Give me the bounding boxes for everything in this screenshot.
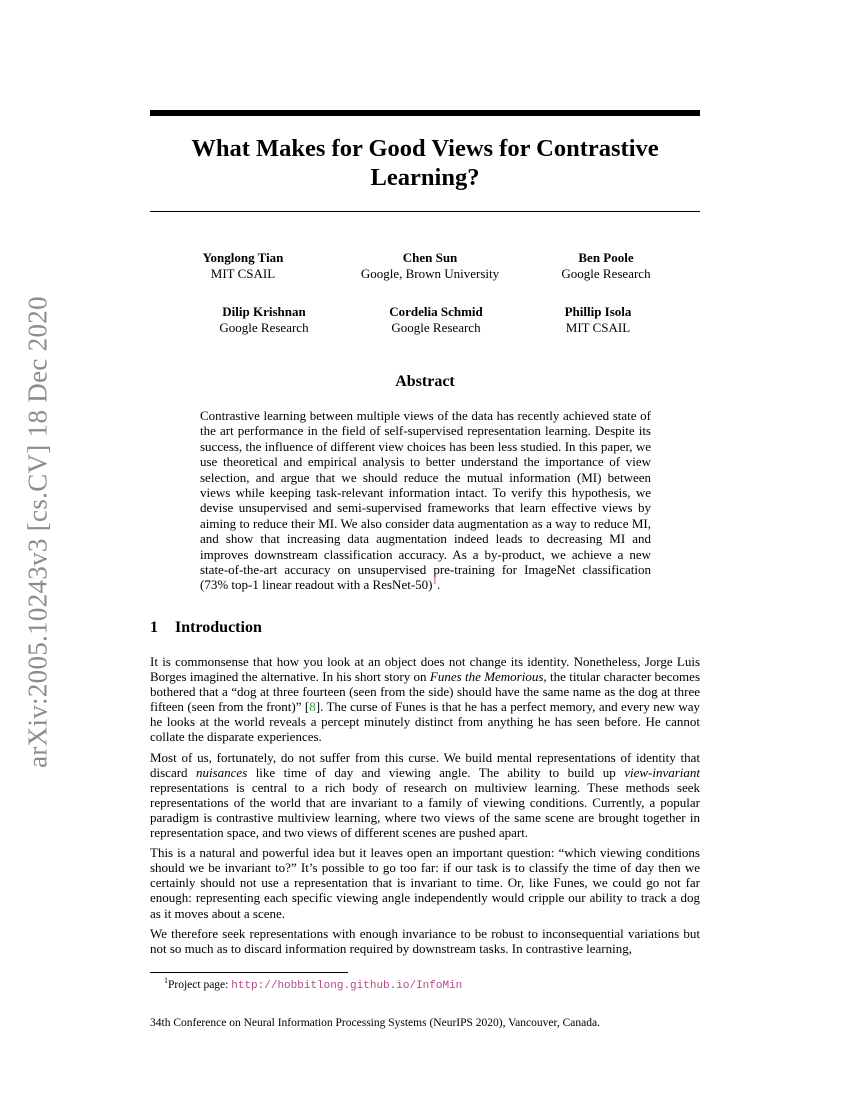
footnote-number: 1 [164, 976, 168, 985]
author-name: Yonglong Tian [202, 250, 284, 265]
footnote-rule [150, 972, 348, 973]
author-name: Dilip Krishnan [222, 304, 306, 319]
paragraph [150, 654, 700, 745]
project-page-link[interactable]: http://hobbitlong.github.io/InfoMin [231, 979, 463, 992]
section-heading [150, 619, 262, 637]
author-3 [556, 250, 656, 281]
abstract-body [200, 408, 651, 593]
text-run: It is commonsense that how you look at an object does not change its identity. Nonetheless, Jorge Luis Borges imagined the alternative. In his short story on [150, 654, 700, 685]
footnote [164, 976, 462, 992]
author-affiliation: Google Research [561, 265, 651, 281]
emphasis: nuisances [195, 764, 248, 780]
paragraph: We therefore seek representations with enough invariance to be robust to inconsequential variations but not so much as to discard information required by downstream tasks. In contrastive learning, [150, 925, 700, 956]
author-2 [355, 250, 505, 281]
author-name: Cordelia Schmid [389, 304, 483, 319]
section-number: 1 [150, 619, 158, 636]
intro-body [150, 654, 700, 961]
title-bottom-rule [150, 211, 700, 212]
author-6 [556, 304, 640, 335]
author-name: Ben Poole [578, 250, 634, 265]
author-affiliation: Google, Brown University [360, 265, 500, 281]
abstract-text: Contrastive learning between multiple views of the data has recently achieved state of the art performance in the field of self-supervised representation learning. Despite its success, the influence of different view choices has been less studied. In this paper, we use theoretical and empirical analysis to better understand the importance of view selection, and argue that we should reduce the mutual information (MI) between views while keeping task-relevant information intact. To verify this hypothesis, we devise unsupervised and semi-supervised frameworks that learn effective views by aiming to reduce their MI. We also consider data augmentation as a way to reduce MI, and show that increasing data augmentation indeed leads to decreasing MI and improves downstream classification accuracy. As a by-product, we achieve a new state-of-the-art accuracy on unsupervised pre-training for ImageNet classification (73% top-1 linear readout with a ResNet-50) [200, 408, 651, 593]
abstract-end: . [436, 577, 441, 593]
text-run: Most of us, fortunately, do not suffer from this curse. We build mental representations of identity that discard [150, 749, 700, 780]
author-4 [214, 304, 314, 335]
paragraph: This is a natural and powerful idea but it leaves open an important question: “which viewing conditions should we be invariant to?” It’s possible to go too far: if our task is to classify the time of day then we certainly should not use a representation that is invariant to time. Or, like Funes, we could go not far enough: representing each specific viewing angle independently would cripple our ability to track a dog as it moves about a scene. [150, 845, 700, 921]
text-run: ]. The curse of Funes is that he has a perfect memory, and every new way he looks at the world reveals a percept minutely distinct from anything he has seen before. He cannot collate the disparate experiences. [150, 699, 700, 745]
author-affiliation: MIT CSAIL [565, 319, 631, 335]
text-run: representations is central to a rich body of research on multiview learning. These methods seek representations of the world that are invariant to a family of viewing conditions. Currently, a popular paradigm is contrastive multiview learning, where two views of the same scene are brought together in representation space, and two views of different scenes are pushed apart. [150, 779, 700, 841]
story-title: Funes the Memorious [429, 669, 544, 685]
text-run: , the titular character becomes bothered that a “dog at three fourteen (seen from the side) should have the same name as the dog at three fifteen (seen from the front)” [ [150, 669, 701, 715]
footnote-label: Project page: [168, 978, 232, 991]
author-affiliation: MIT CSAIL [210, 265, 276, 281]
arxiv-identifier[interactable]: arXiv:2005.10243v3 [cs.CV] 18 Dec 2020 [22, 296, 53, 768]
author-name: Chen Sun [402, 250, 458, 265]
footnote-link[interactable]: 1 [432, 576, 437, 587]
text-run: like time of day and viewing angle. The ability to build up [247, 764, 625, 780]
abstract-heading: Abstract [395, 373, 455, 390]
paragraph [150, 750, 700, 841]
paper-title: What Makes for Good Views for Contrastive Learning? [191, 135, 659, 191]
author-affiliation: Google Research [391, 319, 481, 335]
author-1 [200, 250, 286, 281]
author-5 [383, 304, 489, 335]
section-title: Introduction [175, 619, 262, 636]
emphasis: view-invariant [624, 764, 701, 780]
conference-note: 34th Conference on Neural Information Processing Systems (NeurIPS 2020), Vancouver, Canada. [150, 1017, 600, 1029]
citation-link[interactable]: 8 [309, 699, 316, 715]
author-name: Phillip Isola [564, 304, 632, 319]
title-top-rule [150, 110, 700, 116]
author-affiliation: Google Research [219, 319, 309, 335]
